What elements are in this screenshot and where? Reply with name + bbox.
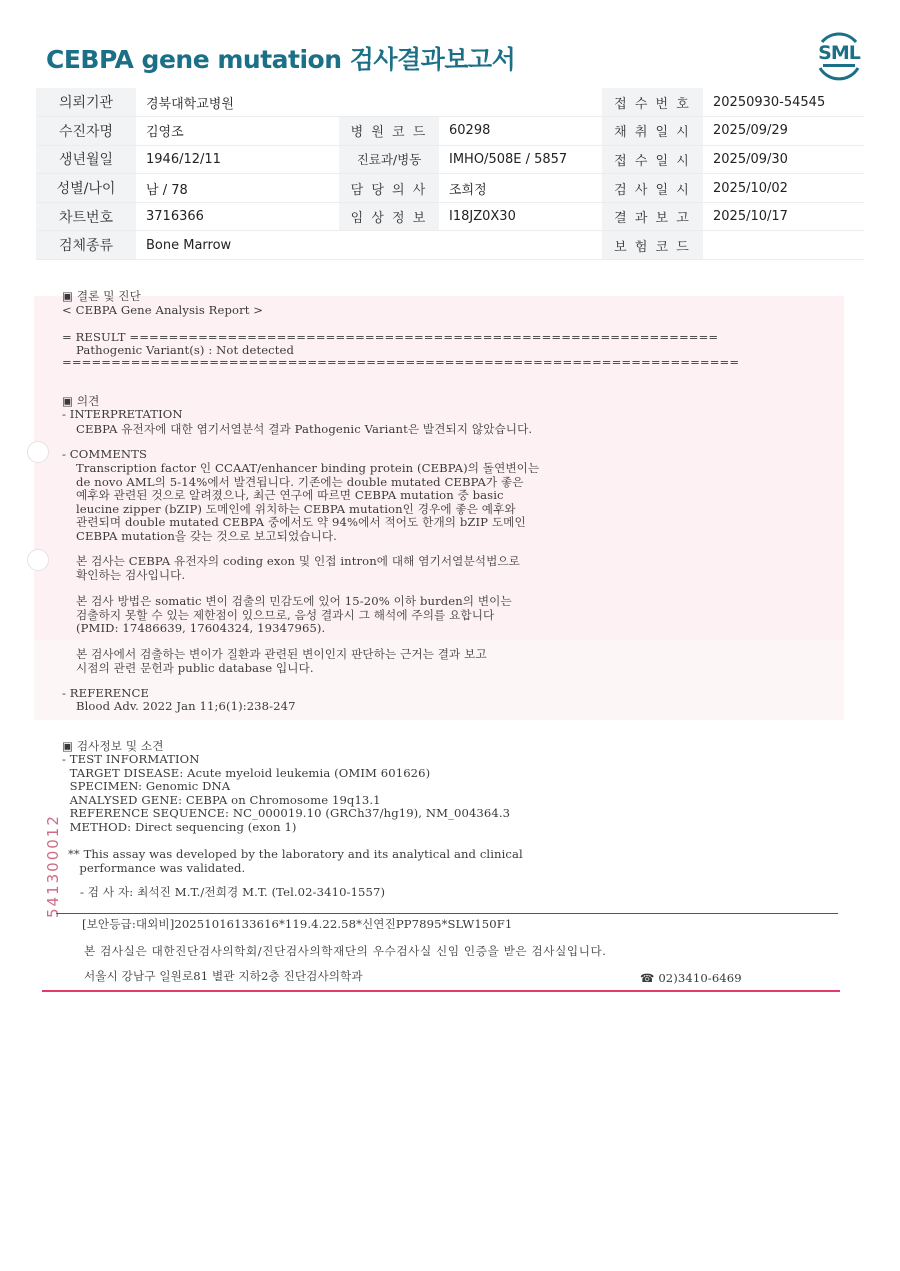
label-patient-name: 수진자명 [36, 117, 136, 146]
reference-heading: - REFERENCE [62, 686, 150, 700]
label-clinical-info: 임 상 정 보 [339, 202, 439, 231]
label-test-date: 검 사 일 시 [602, 174, 703, 203]
punch-hole [27, 441, 49, 463]
punch-hole [27, 549, 49, 571]
value-receipt-number: 20250930-54545 [703, 88, 864, 117]
address-text: 서울시 강남구 일원로81 별관 지하2층 진단검사의학과 [84, 969, 363, 983]
value-insurance-code [703, 231, 864, 260]
info-row [36, 117, 864, 146]
result-line: Pathogenic Variant(s) : Not detected [76, 343, 295, 357]
label-receipt-date: 접 수 일 시 [602, 145, 703, 174]
security-line: [보안등급:대외비]20251016133616*119.4.22.58*신연진PP7895*SLW150F1 [82, 917, 513, 931]
logo-text: SML [818, 42, 860, 64]
value-birth-date: 1946/12/11 [136, 145, 339, 174]
info-row [36, 231, 864, 260]
label-empty [339, 231, 439, 260]
sml-logo [812, 28, 866, 82]
label-report-date: 결 과 보 고 [602, 202, 703, 231]
comments-paragraph-2: 본 검사는 CEBPA 유전자의 coding exon 및 인접 intron에 대해 염기서열분석법으로 확인하는 검사입니다. [76, 554, 520, 582]
value-empty [439, 88, 602, 117]
value-patient-name: 김영조 [136, 117, 339, 146]
comments-paragraph-4: 본 검사에서 검출하는 변이가 질환과 관련된 변이인지 판단하는 근거는 결과 보고 시점의 관련 문헌과 public database 입니다. [76, 647, 487, 675]
label-requesting-org: 의뢰기관 [36, 88, 136, 117]
value-empty [439, 231, 602, 260]
comments-paragraph-3: 본 검사 방법은 somatic 변이 검출의 민감도에 있어 15-20% 이하 burden의 변이는 검출하지 못할 수 있는 제한점이 있으므로, 음성 결과시 그 해석에 주의를 요합니다 (PMID: 17486639, 17604324, 19347965). [76, 594, 512, 636]
label-collection-date: 채 취 일 시 [602, 117, 703, 146]
value-hospital-code: 60298 [439, 117, 602, 146]
result-divider: ===================================================================== [62, 355, 740, 369]
label-physician: 담 당 의 사 [339, 174, 439, 203]
comments-heading: - COMMENTS [62, 447, 148, 461]
section-conclusion-title: ▣ 결론 및 진단 [62, 289, 141, 303]
reference-text: Blood Adv. 2022 Jan 11;6(1):238-247 [76, 699, 296, 713]
value-collection-date: 2025/09/29 [703, 117, 864, 146]
assay-note: ** This assay was developed by the laboratory and its analytical and clinical performance was validated. [68, 847, 523, 875]
result-heading: = RESULT ============================================================ [62, 330, 719, 344]
value-chart-number: 3716366 [136, 202, 339, 231]
info-row [36, 145, 864, 174]
label-birth-date: 생년월일 [36, 145, 136, 174]
patient-info-table [36, 88, 864, 260]
value-requesting-org: 경북대학교병원 [136, 88, 339, 117]
info-row [36, 202, 864, 231]
value-specimen-type: Bone Marrow [136, 231, 339, 260]
report-subtitle: < CEBPA Gene Analysis Report > [62, 303, 264, 317]
section-test-info-title: ▣ 검사정보 및 소견 [62, 739, 164, 753]
info-row [36, 88, 864, 117]
phone-text: ☎ 02)3410-6469 [640, 971, 742, 985]
footer-accent-line [42, 990, 840, 992]
value-receipt-date: 2025/09/30 [703, 145, 864, 174]
page-title: CEBPA gene mutation 검사결과보고서 [46, 45, 516, 74]
label-insurance-code: 보 험 코 드 [602, 231, 703, 260]
label-chart-number: 차트번호 [36, 202, 136, 231]
certification-text: 본 검사실은 대한진단검사의학회/진단검사의학재단의 우수검사실 신임 인증을 받은 검사실입니다. [84, 944, 607, 958]
examiner-line: - 검 사 자: 최석진 M.T./전희경 M.T. (Tel.02-3410-1557) [80, 885, 386, 899]
interpretation-text: CEBPA 유전자에 대한 염기서열분석 결과 Pathogenic Variant은 발견되지 않았습니다. [76, 422, 533, 436]
value-sex-age: 남 / 78 [136, 174, 339, 203]
value-department: IMHO/508E / 5857 [439, 145, 602, 174]
info-row [36, 174, 864, 203]
side-serial-number: 541300012 [44, 814, 62, 918]
label-sex-age: 성별/나이 [36, 174, 136, 203]
label-specimen-type: 검체종류 [36, 231, 136, 260]
label-department: 진료과/병동 [339, 145, 439, 174]
test-information: - TEST INFORMATION TARGET DISEASE: Acute myeloid leukemia (OMIM 601626) SPECIMEN: Genomic DNA ANALYSED GENE: CEBPA on Chromosome 19q13.1 REFERENCE SEQUENCE: NC_000019.10 (GRCh37/hg19), NM_004364.3 METHOD: Direct sequencing (exon 1) [62, 752, 511, 834]
label-hospital-code: 병 원 코 드 [339, 117, 439, 146]
divider-line [56, 913, 838, 914]
section-opinion-title: ▣ 의견 [62, 394, 100, 408]
comments-paragraph-1: Transcription factor 인 CCAAT/enhancer binding protein (CEBPA)의 돌연변이는 de novo AML의 5-14%에서 발견됩니다. 기존에는 double mutated CEBPA가 좋은 예후와 관련된 것으로 알려졌으나, 최근 연구에 따르면 CEBPA mutation 중 basic leucine zipper (bZIP) 도메인에 위치하는 CEBPA mutation인 경우에 좋은 예후와 관련되며 double mutated CEBPA 중에서도 약 94%에서 적어도 한개의 bZIP 도메인 CEBPA mutation을 갖는 것으로 보고되었습니다. [76, 461, 540, 543]
label-receipt-number: 접 수 번 호 [602, 88, 703, 117]
value-report-date: 2025/10/17 [703, 202, 864, 231]
value-clinical-info: I18JZ0X30 [439, 202, 602, 231]
label-empty [339, 88, 439, 117]
value-physician: 조희정 [439, 174, 602, 203]
value-test-date: 2025/10/02 [703, 174, 864, 203]
interpretation-heading: - INTERPRETATION [62, 407, 183, 421]
